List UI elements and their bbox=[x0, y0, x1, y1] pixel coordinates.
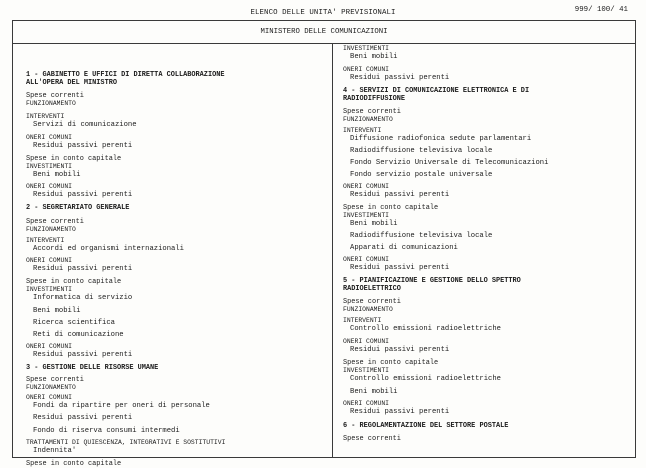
expense-category: Spese correnti bbox=[343, 298, 401, 306]
section-heading: 4 - SERVIZI DI COMUNICAZIONE ELETTRONICA E DI bbox=[343, 87, 530, 95]
expense-category: Spese correnti bbox=[26, 92, 84, 100]
budget-item: Diffusione radiofonica sedute parlamentari bbox=[350, 135, 532, 143]
expense-group: ONERI COMUNI bbox=[343, 66, 390, 73]
budget-item: Beni mobili bbox=[33, 171, 81, 179]
document-title: ELENCO DELLE UNITA' PREVISIONALI bbox=[250, 9, 396, 17]
section-heading: 2 - SEGRETARIATO GENERALE bbox=[26, 204, 130, 212]
budget-item: Controllo emissioni radioelettriche bbox=[350, 375, 501, 383]
section-heading: 3 - GESTIONE DELLE RISORSE UMANE bbox=[26, 364, 159, 372]
section-heading: RADIODIFFUSIONE bbox=[343, 95, 406, 103]
expense-group: INTERVENTI bbox=[26, 237, 65, 244]
budget-item: Residui passivi perenti bbox=[350, 264, 450, 272]
expense-group: ONERI COMUNI bbox=[343, 183, 390, 190]
budget-item: Radiodiffusione televisiva locale bbox=[350, 147, 493, 155]
budget-item: Ricerca scientifica bbox=[33, 319, 115, 327]
expense-group: INTERVENTI bbox=[343, 127, 382, 134]
expense-group: ONERI COMUNI bbox=[343, 338, 390, 345]
budget-item: Fondi da ripartire per oneri di personale bbox=[33, 402, 210, 410]
budget-item: Beni mobili bbox=[33, 307, 81, 315]
expense-group: TRATTAMENTI DI QUIESCENZA, INTEGRATIVI E SOSTITUTIVI bbox=[26, 439, 226, 446]
budget-item: Fondo di riserva consumi intermedi bbox=[33, 427, 180, 435]
expense-category: Spese in conto capitale bbox=[343, 359, 439, 367]
budget-item: Controllo emissioni radioelettriche bbox=[350, 325, 501, 333]
section-heading: 5 - PIANIFICAZIONE E GESTIONE DELLO SPETTRO bbox=[343, 277, 521, 285]
expense-group: ONERI COMUNI bbox=[343, 256, 390, 263]
document-frame bbox=[12, 20, 636, 468]
budget-item: Beni mobili bbox=[350, 53, 398, 61]
budget-item: Residui passivi perenti bbox=[33, 265, 133, 273]
expense-group: ONERI COMUNI bbox=[26, 343, 73, 350]
budget-item: Fondo servizio postale universale bbox=[350, 171, 493, 179]
section-heading: ALL'OPERA DEL MINISTRO bbox=[26, 79, 117, 87]
budget-item: Beni mobili bbox=[350, 388, 398, 396]
budget-item: Indennita' bbox=[33, 447, 77, 455]
expense-category: Spese in conto capitale bbox=[26, 155, 122, 163]
expense-group: INVESTIMENTI bbox=[26, 286, 73, 293]
expense-group: ONERI COMUNI bbox=[343, 400, 390, 407]
budget-item: Accordi ed organismi internazionali bbox=[33, 245, 184, 253]
budget-item: Residui passivi perenti bbox=[350, 191, 450, 199]
expense-group: ONERI COMUNI bbox=[26, 394, 73, 401]
budget-item: Residui passivi perenti bbox=[33, 191, 133, 199]
expense-group: INTERVENTI bbox=[343, 317, 382, 324]
budget-item: Residui passivi perenti bbox=[350, 74, 450, 82]
expense-category: Spese in conto capitale bbox=[26, 460, 122, 468]
expense-group: INVESTIMENTI bbox=[343, 212, 390, 219]
section-heading: 1 - GABINETTO E UFFICI DI DIRETTA COLLABORAZIONE bbox=[26, 71, 225, 79]
budget-item: Residui passivi perenti bbox=[33, 142, 133, 150]
expense-group: FUNZIONAMENTO bbox=[343, 116, 393, 123]
budget-item: Residui passivi perenti bbox=[350, 408, 450, 416]
expense-category: Spese correnti bbox=[26, 218, 84, 226]
expense-category: Spese in conto capitale bbox=[343, 204, 439, 212]
expense-group: FUNZIONAMENTO bbox=[343, 306, 393, 313]
expense-group: ONERI COMUNI bbox=[26, 183, 73, 190]
expense-group: INVESTIMENTI bbox=[26, 163, 73, 170]
budget-item: Apparati di comunicazioni bbox=[350, 244, 458, 252]
budget-item: Reti di comunicazione bbox=[33, 331, 124, 339]
expense-group: INVESTIMENTI bbox=[343, 367, 390, 374]
document-code: 999/ 100/ 41 bbox=[574, 6, 628, 14]
ministry-heading: MINISTERO DELLE COMUNICAZIONI bbox=[13, 21, 635, 44]
budget-item: Residui passivi perenti bbox=[350, 346, 450, 354]
expense-category: Spese correnti bbox=[343, 435, 401, 443]
budget-item: Residui passivi perenti bbox=[33, 414, 133, 422]
column-divider bbox=[332, 43, 333, 457]
expense-group: INVESTIMENTI bbox=[343, 45, 390, 52]
budget-item: Servizi di comunicazione bbox=[33, 121, 137, 129]
expense-category: Spese correnti bbox=[26, 376, 84, 384]
expense-group: FUNZIONAMENTO bbox=[26, 226, 76, 233]
expense-group: ONERI COMUNI bbox=[26, 257, 73, 264]
budget-item: Radiodiffusione televisiva locale bbox=[350, 232, 493, 240]
budget-item: Residui passivi perenti bbox=[33, 351, 133, 359]
expense-group: FUNZIONAMENTO bbox=[26, 384, 76, 391]
section-heading: RADIOELETTRICO bbox=[343, 285, 401, 293]
section-heading: 6 - REGOLAMENTAZIONE DEL SETTORE POSTALE bbox=[343, 422, 509, 430]
expense-category: Spese correnti bbox=[343, 108, 401, 116]
budget-item: Informatica di servizio bbox=[33, 294, 133, 302]
expense-group: ONERI COMUNI bbox=[26, 134, 73, 141]
budget-item: Beni mobili bbox=[350, 220, 398, 228]
budget-item: Fondo Servizio Universale di Telecomunicazioni bbox=[350, 159, 549, 167]
expense-category: Spese in conto capitale bbox=[26, 278, 122, 286]
expense-group: INTERVENTI bbox=[26, 113, 65, 120]
expense-group: FUNZIONAMENTO bbox=[26, 100, 76, 107]
